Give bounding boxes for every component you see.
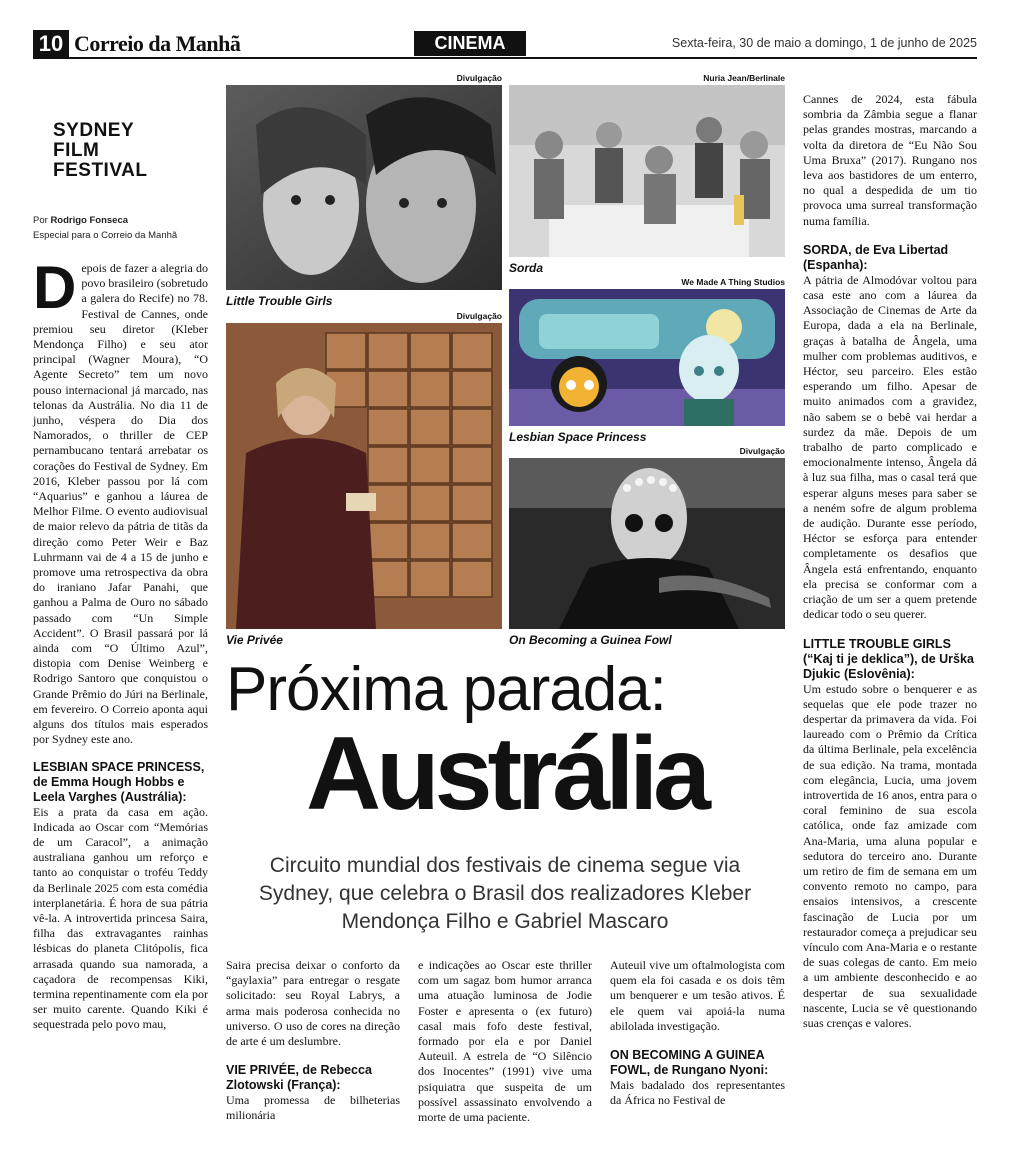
kicker [53,121,147,181]
photo-vie-privee [226,323,502,629]
photo-lesbian-space-princess [509,289,785,426]
kicker-line: FESTIVAL [53,160,148,181]
column-2 [226,958,400,1124]
section-text-guinea-cont: Cannes de 2024, esta fábula sombria da Zâmbia segue a flanar pelas grandes mostras, marcando a volta da diretora de “Eu Não Sou Uma Bruxa” (2017). Rungano nos leva aos bastidores de um enterro, no qual a despedida de um tio provoca uma surreal transformação numa família. [803,92,977,228]
photo-sorda [509,85,785,257]
masthead: Correio da Manhã [74,31,241,56]
byline-role: Especial para o Correio da Manhã [33,230,178,241]
section-head-lesbian: LESBIAN SPACE PRINCESS, de Emma Hough Hobbs e Leela Varghes (Austrália): [33,759,205,804]
photo-image [226,323,502,629]
dropcap: D [33,254,77,321]
headline-line-1: Próxima parada: [226,655,666,724]
photo-on-becoming-a-guinea-fowl [509,458,785,629]
section-label: CINEMA [414,31,526,56]
section-head-little: LITTLE TROUBLE GIRLS (“Kaj ti je deklica”), de Urška Djukic (Eslovênia): [803,636,974,681]
header-rule [33,57,977,59]
section-head-guinea: ON BECOMING A GUINEA FOWL, de Rungano Nyoni: [610,1048,769,1078]
column-4 [610,958,785,1108]
byline-author: Rodrigo Fonseca [50,215,129,226]
section-text-lesbian: Eis a prata da casa em ação. Indicada ao Oscar com “Memórias de um Caracol”, a animação australiana ganhou um reforço e tanto ao conquistar o troféu Teddy da Berlinale 2025 com esta comédia interplanetária. É hora de sua pátria vê-la. A introvertida princesa Saira, filha das extravagantes rainhas lésbicas do planeta Clitópolis, fica arrasada quando sua namorada, a caçadora de recompensas Kiki, termina repentinamente com ela por ser muito carente. Quando Kiki é sequestrada pelo povo mau, [33,804,208,1032]
photo-image [509,289,785,426]
section-text-guinea: Mais badalado dos representantes da África no Festival de [610,1078,785,1108]
column-1 [33,254,208,1033]
issue-date: Sexta-feira, 30 de maio a domingo, 1 de junho de 2025 [671,36,977,50]
column-5 [803,92,977,1031]
photo-caption: Lesbian Space Princess [509,430,647,444]
column-3 [418,958,592,1125]
photo-credit: Divulgação [739,446,785,456]
section-head-sorda: SORDA, de Eva Libertad (Espanha): [803,242,949,272]
kicker-line: SYDNEY [53,120,135,141]
photo-caption: Vie Privée [226,633,283,647]
photo-credit: Divulgação [456,311,502,321]
photo-credit: Nuria Jean/Berlinale [703,73,785,83]
photo-image [509,85,785,257]
photo-caption: Sorda [509,261,544,275]
section-text-lesbian-cont: Saira precisa deixar o conforto da “gaylaxia” para entregar o resgate solicitado: seu Royal Labrys, a arma mais poderosa conhecida no universo. O uso de cores na direção de arte é um deslumbre. [226,958,400,1049]
section-head-vie: VIE PRIVÉE, de Rebecca Zlotowski (França): [226,1063,372,1093]
section-text-little: Um estudo sobre o benquerer e as sequelas que ele pode trazer no despertar da primavera da vida. Foi laureado com o Prêmio da Crítica da última Berlinale, pela excelência de sua edição. Na trama, montada com elegância, Lucia, uma jovem introvertida de 16 anos, entra para o coral feminino de sua escola católica, onde faz amizade com Ana-Maria, uma aluna popular e sedutora do terceiro ano. Durante um retiro de fim de semana em um convento remoto no campo, para ensaios intensivos, a crescente fascinação de Lucia por um restaurador começa a prejudicar seu vínculo com Ana-Maria e o restante de suas colegas de canto. Em meio a um ambiente desconhecido e ao despertar de sua sexualidade nascente, Lucia se vê questionando suas crenças e valores. [803,681,977,1030]
kicker-line: FILM [53,140,100,161]
intro-text: epois de fazer a alegria do povo brasileiro (sobretudo a galera do Recife) no 78. Festival de Cannes, onde premiou seu diretor (Kleber Mendonça Filho) e seu ator principal (Wagner Moura), “O Agente Secreto” tem um novo pouso internacional já marcado, nas telonas da Austrália. No dia 11 de junho, véspera do Dia dos Namorados, o thriller de CEP pernambucano tentará arrebatar os corações do Festival de Sydney. Em 2016, Kleber passou por lá com “Aquarius” e ganhou a láurea de Melhor Filme. O evento audiovisual de maior relevo da pátria de titãs da direção como Peter Weir e Baz Luhrmann vai de 4 a 15 de junho e promove uma retrospectiva da obra do iraniano Jafar Panahi, que ganhou a Palma de Ouro no sábado passado com “Un Simple Accident”. O Brasil passará por lá ainda com “O Último Azul”, distopia com Denise Weinberg e Rodrigo Santoro que conquistou o Grande Prêmio do Júri na Berlinale, em fevereiro. O Correio aponta aqui alguns dos títulos mais esperados por Sydney este ano. [33,261,208,747]
deck: Circuito mundial dos festivais de cinema segue via Sydney, que celebra o Brasil dos realizadores Kleber Mendonça Filho e Gabriel Mascaro [258,854,752,933]
byline-prefix: Por [33,215,51,226]
intro-paragraph [33,254,208,748]
photo-caption: On Becoming a Guinea Fowl [509,633,672,647]
photo-caption: Little Trouble Girls [226,294,333,308]
photo-credit: We Made A Thing Studios [681,277,785,287]
page-number: 10 [33,30,69,57]
photo-image [226,85,502,290]
photo-image [509,458,785,629]
headline-line-2: Austrália [305,716,707,832]
section-text-sorda: A pátria de Almodóvar voltou para casa este ano com a láurea da Associação de Cinemas de Arte da Europa, dada a ela na Berlinale, graças à batalha de Ângela, uma mulher com problemas auditivos, e Héctor, seu parceiro. Eles estão esperando um filho. Apesar de muito animados com a gravidez, não sabem se o bebê vai herdar a surdez da mãe. Depois de um trabalho de parto complicado e emocionalmente intenso, Ângela dá à luz sua filha, mas o casal terá que esperar alguns meses para saber se a neném sofre de algum problema de audição. Durante esse período, Héctor se esforça para entender completamente os desafios que Ângela está enfrentando, enquanto ela precisa se conformar com a criação de um ser a quem pretende dedicar todo o seu querer. [803,272,977,622]
section-text-vie-cont: e indicações ao Oscar este thriller com um sagaz bom humor arranca uma atuação luminosa de Jodie Foster e apresenta o (ex futuro) casal mais fofo deste festival, formado por ela e por Daniel Auteuil. A estrela de “O Silêncio dos Inocentes” (1991) vive uma psiquiatra que suspeita de um possível assassinato envolvendo a morte de uma paciente. [418,958,592,1125]
photo-little-trouble-girls [226,85,502,290]
section-text-vie: Uma promessa de bilheterias milionária [226,1093,400,1123]
photo-credit: Divulgação [456,73,502,83]
byline [33,213,177,243]
section-text-vie-cont2: Auteuil vive um oftalmologista com quem ela foi casada e os dois têm um benquerer e um tesão ativos. É ele quem vai apoiá-la numa abilolada investigação. [610,958,785,1033]
